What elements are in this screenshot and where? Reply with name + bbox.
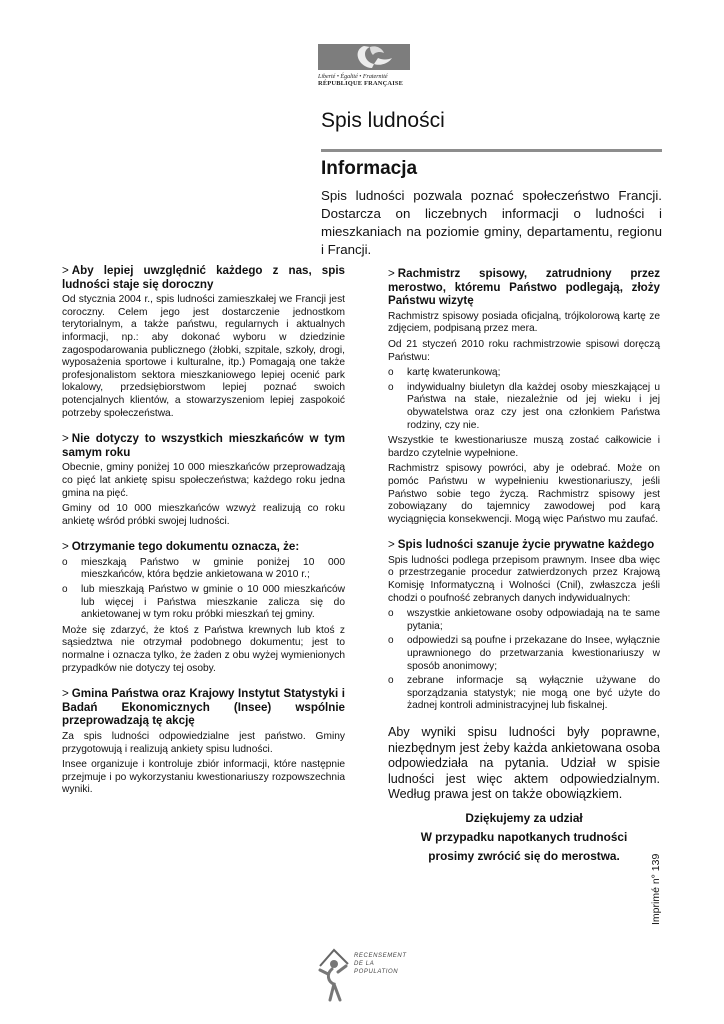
thanks-line: prosimy zwrócić się do merostwa. [428,848,620,863]
arrow-icon: > [62,540,69,554]
paragraph: Gminy od 10 000 mieszkańców wzwyż realizują co roku ankietę wśród próbki swojej ludności. [62,503,345,527]
bullet-icon: o [388,635,394,647]
logo-motto: Liberté • Égalité • Fraternité [318,74,388,80]
thanks-line: Dziękujemy za udział [465,810,583,825]
page-title: Spis ludności [321,109,445,132]
bullet-icon: o [388,381,394,393]
paragraph: Spis ludności podlega przepisom prawnym. Insee dba więc o przestrzeganie procedur zatwierdzonych przez Krajową Komisję Informatyczną i Wolności (Cnil), zwłaszcza jeśli chodzi o poufność zebranych danych indywidualnych: [388,554,660,604]
paragraph: Za spis ludności odpowiedzialne jest państwo. Gminy przygotowują i realizują ankiety spisu ludności. [62,731,345,755]
census-logo-text: RECENSEMENT DE LA POPULATION [354,953,407,975]
census-logo [316,944,407,1004]
list-item: o indywidualny biuletyn dla każdej osoby mieszkającej u Państwa na stałe, niezależnie od jej wieku i jej obywatelstwa oraz czy jest ona członkiem Państwa rodziny, czy nie. [388,381,660,431]
closing-paragraph: Aby wyniki spisu ludności były poprawne, niezbędnym jest żeby każda ankietowana osoba odpowiedziała na pytania. Udział w spisie ludności jest więc aktem odpowiedzialnym. Według prawa jest on także obowiązkiem. [388,725,660,801]
bullet-icon: o [62,584,68,596]
arrow-icon: > [388,538,395,552]
paragraph: Obecnie, gminy poniżej 10 000 mieszkańców przeprowadzają co pięć lat ankietę spisu społeczeństwa; każdego roku jedna gmina na pięć. [62,462,345,499]
paragraph: Może się zdarzyć, że ktoś z Państwa krewnych lub ktoś z sąsiedztwa nie otrzymał podobnego dokumentu; jest to normalne i oznacza tylko, że żaden z obu wyżej wymienionych przypadków nie dotyczy tej osoby. [62,624,345,674]
section-heading: > Rachmistrz spisowy, zatrudniony przez merostwo, któremu Państwo podlegają, złoży Państwu wizytę [388,267,660,308]
form-number: Imprimé n° 139 [650,853,662,925]
paragraph: Rachmistrz spisowy powróci, aby je odebrać. Może on pomóc Państwu w wypełnieniu kwestionariuszy, jeśli Państwo sobie tego życzą. Rachmistrz spisowy jest zobowiązany do tajemnicy zawodowej pod karą wyciągnięcia konsekwencji. Mogą więc Państwo mu zaufać. [388,463,660,525]
thanks-block [388,809,660,866]
section-privacy [388,538,660,713]
list-item: o kartę kwaterunkową; [388,367,501,379]
arrow-icon: > [388,267,395,280]
list-item: o odpowiedzi są poufne i przekazane do Insee, wyłącznie uprawnionego do przetwarzania kwestionariuszy w sposób anonimowy; [388,635,660,672]
paragraph: Wszystkie te kwestionariusze muszą zostać całkowicie i bardzo czytelnie wypełnione. [388,435,660,459]
logo-name: RÉPUBLIQUE FRANÇAISE [318,80,404,87]
left-column [62,264,345,809]
paragraph: Od stycznia 2004 r., spis ludności zamieszkałej we Francji jest coroczny. Celem jego jest dostarczenie jednostkom terytorialnym, a także państwu, regularnych i aktualnych informacji, np.: aby dokonać wyboru w dziedzinie zagospodarowania publicznego (żłobki, szpitale, szkoły, drogi, wyposażenia sportowe i kulturalne, itp.) Pomagają one także profesjonalistom sektora mieszkaniowego lepiej ocenić park lokalowy, przedsiębiorstwom lepiej poznać swoich potencjalnych klientów, a stowarzyszeniom lepiej zaspokoić potrzeby społeczeństwa. [62,294,345,419]
section-heading: > Gmina Państwa oraz Krajowy Instytut Statystyki i Badań Ekonomicznych (Insee) wspólnie przeprowadzają tę akcję [62,687,345,728]
section-heading: > Spis ludności szanuje życie prywatne każdego [388,538,655,552]
intro-paragraph: Spis ludności pozwala poznać społeczeństwo Francji. Dostarcza on liczebnych informacji o ludności i mieszkaniach na poziomie gminy, departamentu, regionu i Francji. [321,188,662,257]
section-insee [62,687,345,797]
arrow-icon: > [62,432,69,446]
house-figure-icon [316,944,356,1004]
section-heading: > Aby lepiej uwzględnić każdego z nas, spis ludności staje się doroczny [62,264,345,291]
thanks-line: W przypadku napotkanych trudności [420,829,628,844]
arrow-icon: > [62,687,69,701]
section-document-meaning [62,540,345,675]
list-item: o zebrane informacje są wyłącznie używane do sporządzania statystyk; nie mogą one być użyte do żadnej kontroli administracyjnej lub fiskalnej. [388,675,660,712]
bullet-icon: o [388,675,394,687]
title-rule [321,149,662,152]
list-item: o lub mieszkają Państwo w gminie o 10 000 mieszkańców lub więcej i Państwa mieszkanie zalicza się do ankietowanej w tym roku próbki mieszkań tej gminy. [62,584,345,621]
arrow-icon: > [62,264,69,277]
republique-francaise-logo [318,44,410,87]
list-item: o mieszkają Państwo w gminie poniżej 10 000 mieszkańców, która będzie ankietowana w 2010 r.; [62,556,345,581]
section-not-everyone [62,432,345,528]
section-enumerator [388,267,660,526]
bullet-list [388,367,660,432]
marianne-emblem [318,44,410,70]
section-subtitle: Informacja [321,158,418,179]
bullet-list [388,608,660,713]
list-item: o wszystkie ankietowane osoby odpowiadają na te same pytania; [388,608,660,632]
section-annual-census [62,264,345,420]
right-column [388,267,660,866]
bullet-list [62,557,345,622]
bullet-icon: o [388,367,394,379]
section-heading: > Otrzymanie tego dokumentu oznacza, że: [62,540,300,554]
paragraph: Od 21 styczeń 2010 roku rachmistrzowie spisowi doręczą Państwu: [388,338,660,363]
paragraph: Rachmistrz spisowy posiada oficjalną, trójkolorową kartę ze zdjęciem, podpisaną przez mera. [388,310,660,335]
bullet-icon: o [62,556,68,568]
paragraph: Insee organizuje i kontroluje zbiór informacji, które następnie przejmuje i po wykorzystaniu kwestionariuszy rozpowszechnia wyniki. [62,759,345,796]
bullet-icon: o [388,608,394,620]
section-heading: > Nie dotyczy to wszystkich mieszkańców w tym samym roku [62,432,345,459]
